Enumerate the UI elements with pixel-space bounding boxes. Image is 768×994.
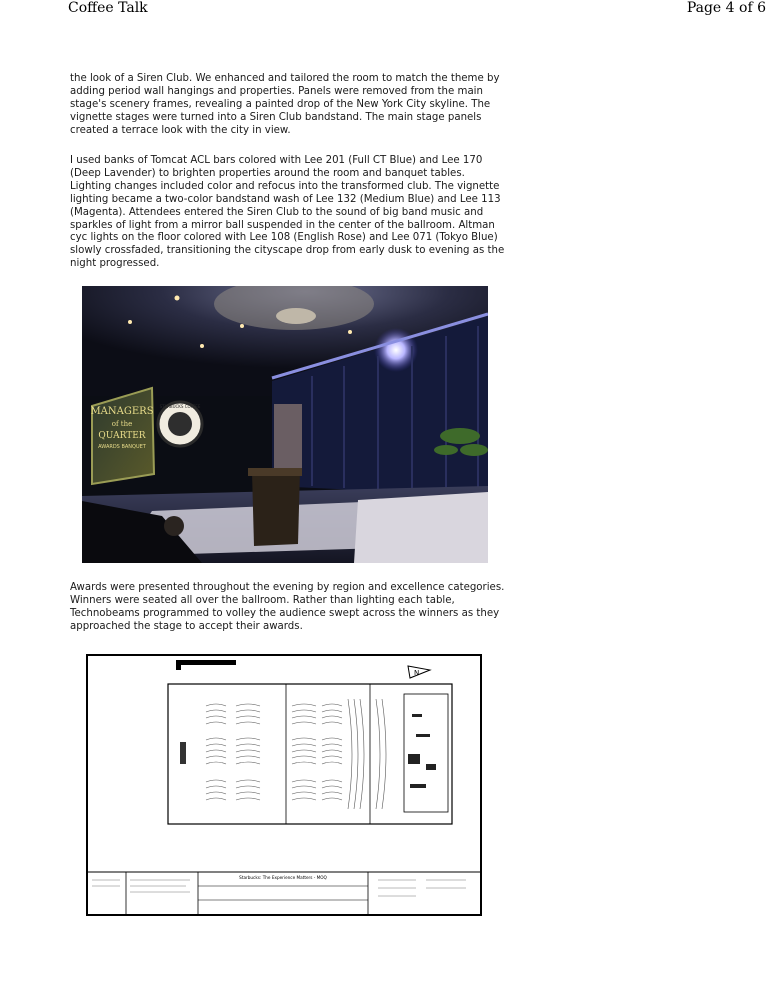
- paragraph-awards: Awards were presented throughout the evening by region and excellence categories. Winners were seated all over the ballroom. Rather than lighting each table, Technobeams programmed to volley the audience swept across the winners as they approached the stage to accept their awards.: [70, 582, 505, 632]
- screen-line-2: of the: [111, 420, 133, 428]
- document-title: Coffee Talk: [68, 0, 148, 16]
- screen-line-4: AWARDS BANQUET: [98, 444, 146, 450]
- event-photo: [82, 286, 488, 563]
- page-number: Page 4 of 6: [686, 0, 766, 16]
- paragraph-lighting: I used banks of Tomcat ACL bars colored with Lee 201 (Full CT Blue) and Lee 170 (Deep Lavender) to brighten properties around the room and banquet tables. Lighting changes included color and refocus into the transformed club. The vignette lighting became a two-color bandstand wash of Lee 132 (Medium Blue) and Lee 113 (Magenta). Attendees entered the Siren Club to the sound of big band music and sparkles of light from a mirror ball suspended in the center of the ballroom. Altman cyc lights on the floor colored with Lee 108 (English Rose) and Lee 071 (Tokyo Blue) slowly crossfaded, transitioning the cityscape drop from early dusk to evening as the night progressed.: [70, 155, 505, 270]
- compass-label: N: [414, 669, 420, 677]
- logo-text: STARBUCKS COFFEE: [159, 404, 201, 409]
- screen-line-1: MANAGERS: [90, 406, 154, 417]
- paragraph-siren-club: the look of a Siren Club. We enhanced and tailored the room to match the theme by adding period wall hangings and properties. Panels were removed from the main stage's scenery frames, revealing a painted drop of the New York City skyline. The vignette stages were turned into a Siren Club bandstand. The main stage panels created a terrace look with the city in view.: [70, 73, 500, 136]
- ballroom-floor-plan: [86, 654, 482, 916]
- plan-title: Starbucks: The Experience Matters - MOQ: [239, 875, 327, 880]
- screen-line-3: QUARTER: [98, 431, 146, 441]
